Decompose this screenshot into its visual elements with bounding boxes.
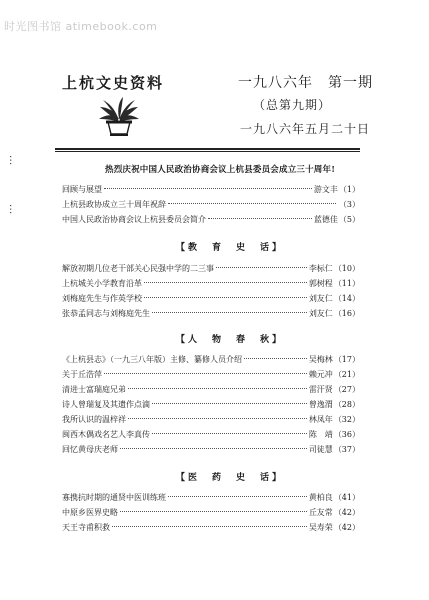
entry-title: 《上杭县志》（一九三八年版）主修、纂修人员介绍 bbox=[62, 355, 242, 364]
entry-author: 司徒慧 bbox=[308, 445, 333, 454]
toc-entry bbox=[62, 214, 360, 226]
entry-author: 林凤年 bbox=[308, 415, 333, 424]
entry-page: （42） bbox=[333, 523, 360, 532]
entry-page: （41） bbox=[333, 493, 360, 502]
leader-dots bbox=[216, 267, 307, 268]
toc-entry bbox=[62, 507, 360, 519]
rule-top-thin bbox=[55, 151, 360, 152]
entry-title: 上杭城关小学教育沿革 bbox=[62, 279, 142, 288]
entry-page: （37） bbox=[333, 445, 360, 454]
leader-dots bbox=[128, 388, 307, 389]
leader-dots bbox=[112, 526, 307, 527]
leader-dots bbox=[152, 312, 307, 313]
entry-title: 诗人曾瑞复及其遗作点滴 bbox=[62, 400, 150, 409]
entry-title: 我所认识的温梓祥 bbox=[62, 415, 126, 424]
entry-page: （27） bbox=[333, 385, 360, 394]
entry-page: （14） bbox=[333, 294, 360, 303]
issue-date: 一九八六年五月二十日 bbox=[240, 122, 371, 136]
entry-author: 丘友常 bbox=[308, 508, 333, 517]
entry-author: 李标仁 bbox=[308, 264, 333, 273]
entry-page: （21） bbox=[333, 370, 360, 379]
issue-number: 一九八六年 第一期 bbox=[238, 75, 373, 91]
entry-title: 天王寺甫积救 bbox=[62, 523, 110, 532]
rule-top bbox=[55, 148, 360, 150]
leader-dots bbox=[168, 203, 336, 204]
leader-dots bbox=[144, 282, 307, 283]
margin-mark: ⫶ bbox=[9, 203, 13, 217]
potted-plant-illustration bbox=[97, 95, 141, 137]
leader-dots bbox=[152, 433, 307, 434]
entry-title: 寡携抗时期的通贤中医训练班 bbox=[62, 493, 166, 502]
intro-headline: 热烈庆祝中国人民政治协商会议上杭县委员会成立三十周年! bbox=[105, 165, 336, 175]
entry-author: 蓝德佳 bbox=[313, 215, 338, 224]
entry-page: （42） bbox=[333, 508, 360, 517]
leader-dots bbox=[104, 188, 312, 189]
entry-title: 张恭孟同志与刘梅庭先生 bbox=[62, 309, 150, 318]
leader-dots bbox=[120, 448, 307, 449]
watermark: 时光图书馆 atimebook.com bbox=[4, 20, 158, 33]
entry-page: （36） bbox=[333, 430, 360, 439]
entry-author: 游文丰 bbox=[313, 185, 338, 194]
toc-entry bbox=[62, 308, 360, 320]
entry-title: 闽西木偶戏名艺人李真传 bbox=[62, 430, 150, 439]
toc-entry bbox=[62, 429, 360, 441]
entry-author: 雷汗贤 bbox=[308, 385, 333, 394]
entry-title: 清进士富瑞庭兄弟 bbox=[62, 385, 126, 394]
entry-author: 郭树程 bbox=[308, 279, 333, 288]
entry-title: 刘梅庭先生与作英学校 bbox=[62, 294, 142, 303]
toc-entry bbox=[62, 492, 360, 504]
entry-author: 赖元冲 bbox=[308, 370, 333, 379]
section-header-education: 【教 育 史 话】 bbox=[176, 243, 285, 253]
entry-author: 吴梅林 bbox=[308, 355, 333, 364]
entry-title: 关于丘浩萍 bbox=[62, 370, 102, 379]
toc-entry bbox=[62, 278, 360, 290]
entry-author: 曾逸渭 bbox=[308, 400, 333, 409]
toc-entry bbox=[62, 384, 360, 396]
toc-entry bbox=[62, 184, 360, 196]
toc-entry bbox=[62, 414, 360, 426]
entry-page: （16） bbox=[333, 309, 360, 318]
leader-dots bbox=[144, 297, 307, 298]
leader-dots bbox=[104, 373, 307, 374]
toc-entry bbox=[62, 199, 360, 211]
toc-entry bbox=[62, 369, 360, 381]
leader-dots bbox=[128, 418, 307, 419]
toc-entry bbox=[62, 522, 360, 534]
entry-author: 黄柏良 bbox=[308, 493, 333, 502]
entry-title: 上杭县政协成立三十周年祝辞 bbox=[62, 200, 166, 209]
entry-author: 吴寿荣 bbox=[308, 523, 333, 532]
entry-title: 解放初期几位老干部关心民强中学的二三事 bbox=[62, 264, 214, 273]
publication-title: 上杭文史资料 bbox=[62, 74, 165, 92]
leader-dots bbox=[244, 358, 307, 359]
entry-page: （28） bbox=[333, 400, 360, 409]
entry-title: 回顾与展望 bbox=[62, 185, 102, 194]
entry-title: 回忆黄母庆老师 bbox=[62, 445, 118, 454]
entry-author: 刘友仁 bbox=[308, 294, 333, 303]
section-header-biography: 【人 物 春 秋】 bbox=[176, 335, 285, 345]
leader-dots bbox=[120, 511, 307, 512]
entry-page: （3） bbox=[338, 200, 360, 209]
entry-page: （10） bbox=[333, 264, 360, 273]
entry-page: （5） bbox=[338, 215, 360, 224]
entry-page: （11） bbox=[333, 279, 360, 288]
section-header-medicine: 【医 药 史 话】 bbox=[176, 473, 285, 483]
toc-entry bbox=[62, 263, 360, 275]
leader-dots bbox=[152, 403, 307, 404]
entry-page: （17） bbox=[333, 355, 360, 364]
leader-dots bbox=[208, 218, 312, 219]
toc-entry bbox=[62, 444, 360, 456]
entry-title: 中国人民政治协商会议上杭县委员会简介 bbox=[62, 215, 206, 224]
margin-mark: ⫶ bbox=[9, 154, 13, 168]
issue-total: （总第九期） bbox=[253, 98, 332, 112]
toc-entry bbox=[62, 399, 360, 411]
entry-author: 刘友仁 bbox=[308, 309, 333, 318]
toc-entry bbox=[62, 293, 360, 305]
leader-dots bbox=[168, 496, 307, 497]
entry-title: 中原乡医界史略 bbox=[62, 508, 118, 517]
toc-entry bbox=[62, 354, 360, 366]
entry-page: （32） bbox=[333, 415, 360, 424]
entry-page: （1） bbox=[338, 185, 360, 194]
entry-author: 陈 靖 bbox=[308, 430, 333, 439]
